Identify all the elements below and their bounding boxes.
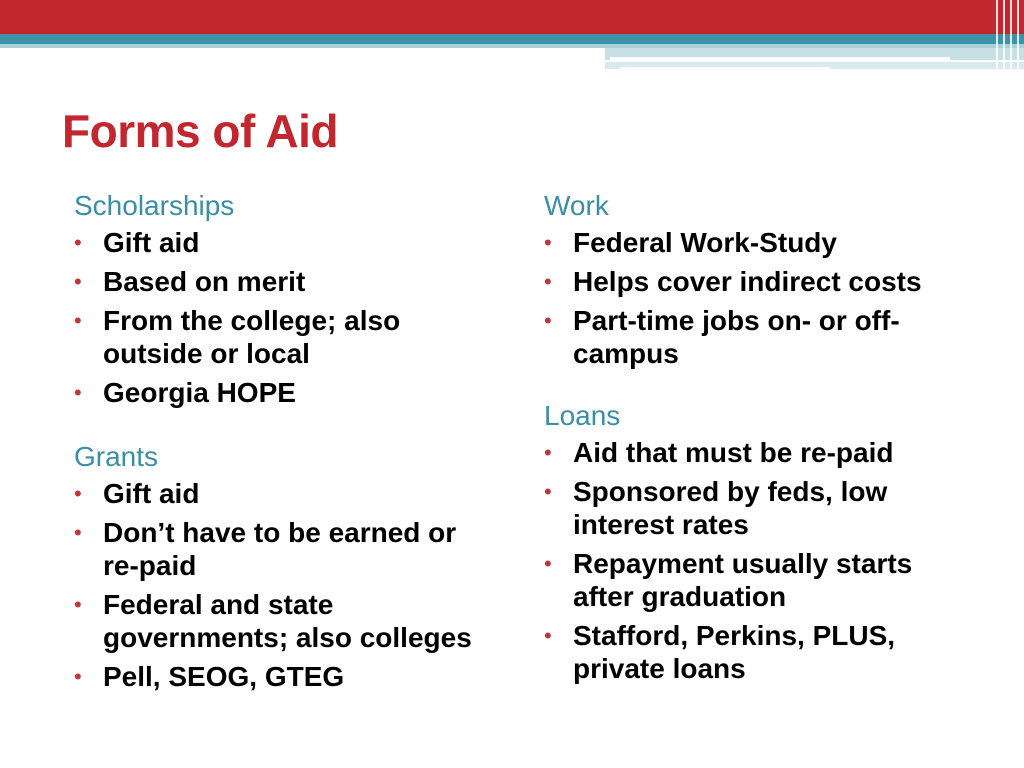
bullet-icon: • (74, 520, 82, 545)
decor-line (610, 57, 950, 60)
list-item: • Gift aid (74, 227, 200, 258)
left-column (74, 188, 494, 723)
list-item: • Part-time jobs on- or off-campus (544, 305, 900, 369)
bullet-list (74, 226, 494, 409)
section-heading: Loans (544, 400, 621, 431)
bullet-icon: • (74, 308, 82, 333)
section-heading: Grants (74, 441, 159, 472)
bullet-icon: • (544, 308, 552, 333)
bullet-icon: • (544, 230, 552, 255)
section-heading: Work (544, 190, 609, 221)
top-teal-band (0, 34, 1024, 44)
list-item: • Gift aid (74, 478, 200, 509)
bullet-list (74, 477, 494, 693)
list-item: • Don’t have to be earned or re-paid (74, 517, 457, 581)
decor-line-2 (620, 67, 830, 69)
list-item: • Repayment usually starts after graduation (544, 548, 913, 612)
section-loans (544, 398, 974, 685)
bullet-icon: • (74, 592, 82, 617)
list-item: • Federal and state governments; also colleges (74, 589, 472, 653)
list-item: • Pell, SEOG, GTEG (74, 661, 345, 692)
list-item: • Aid that must be re-paid (544, 437, 894, 468)
section-grants (74, 439, 494, 693)
bullet-icon: • (74, 664, 82, 689)
section-scholarships (74, 188, 494, 409)
bullet-icon: • (544, 551, 552, 576)
list-item: • From the college; also outside or local (74, 305, 401, 369)
list-item: • Sponsored by feds, low interest rates (544, 476, 888, 540)
bullet-list (544, 436, 974, 685)
list-item: • Georgia HOPE (74, 377, 296, 408)
section-heading: Scholarships (74, 190, 235, 221)
slide-title: Forms of Aid (62, 105, 338, 157)
section-work (544, 188, 974, 370)
bullet-icon: • (544, 440, 552, 465)
bullet-icon: • (74, 481, 82, 506)
bullet-list (544, 226, 974, 370)
list-item: • Helps cover indirect costs (544, 266, 922, 297)
bullet-icon: • (544, 479, 552, 504)
decor-vertical-lines (990, 0, 1024, 70)
right-column (544, 188, 974, 715)
list-item: • Based on merit (74, 266, 306, 297)
bullet-icon: • (544, 623, 552, 648)
list-item: • Stafford, Perkins, PLUS, private loans (544, 620, 896, 684)
top-red-band (0, 0, 1024, 34)
list-item: • Federal Work-Study (544, 227, 837, 258)
bullet-icon: • (544, 269, 552, 294)
bullet-icon: • (74, 230, 82, 255)
bullet-icon: • (74, 380, 82, 405)
bullet-icon: • (74, 269, 82, 294)
